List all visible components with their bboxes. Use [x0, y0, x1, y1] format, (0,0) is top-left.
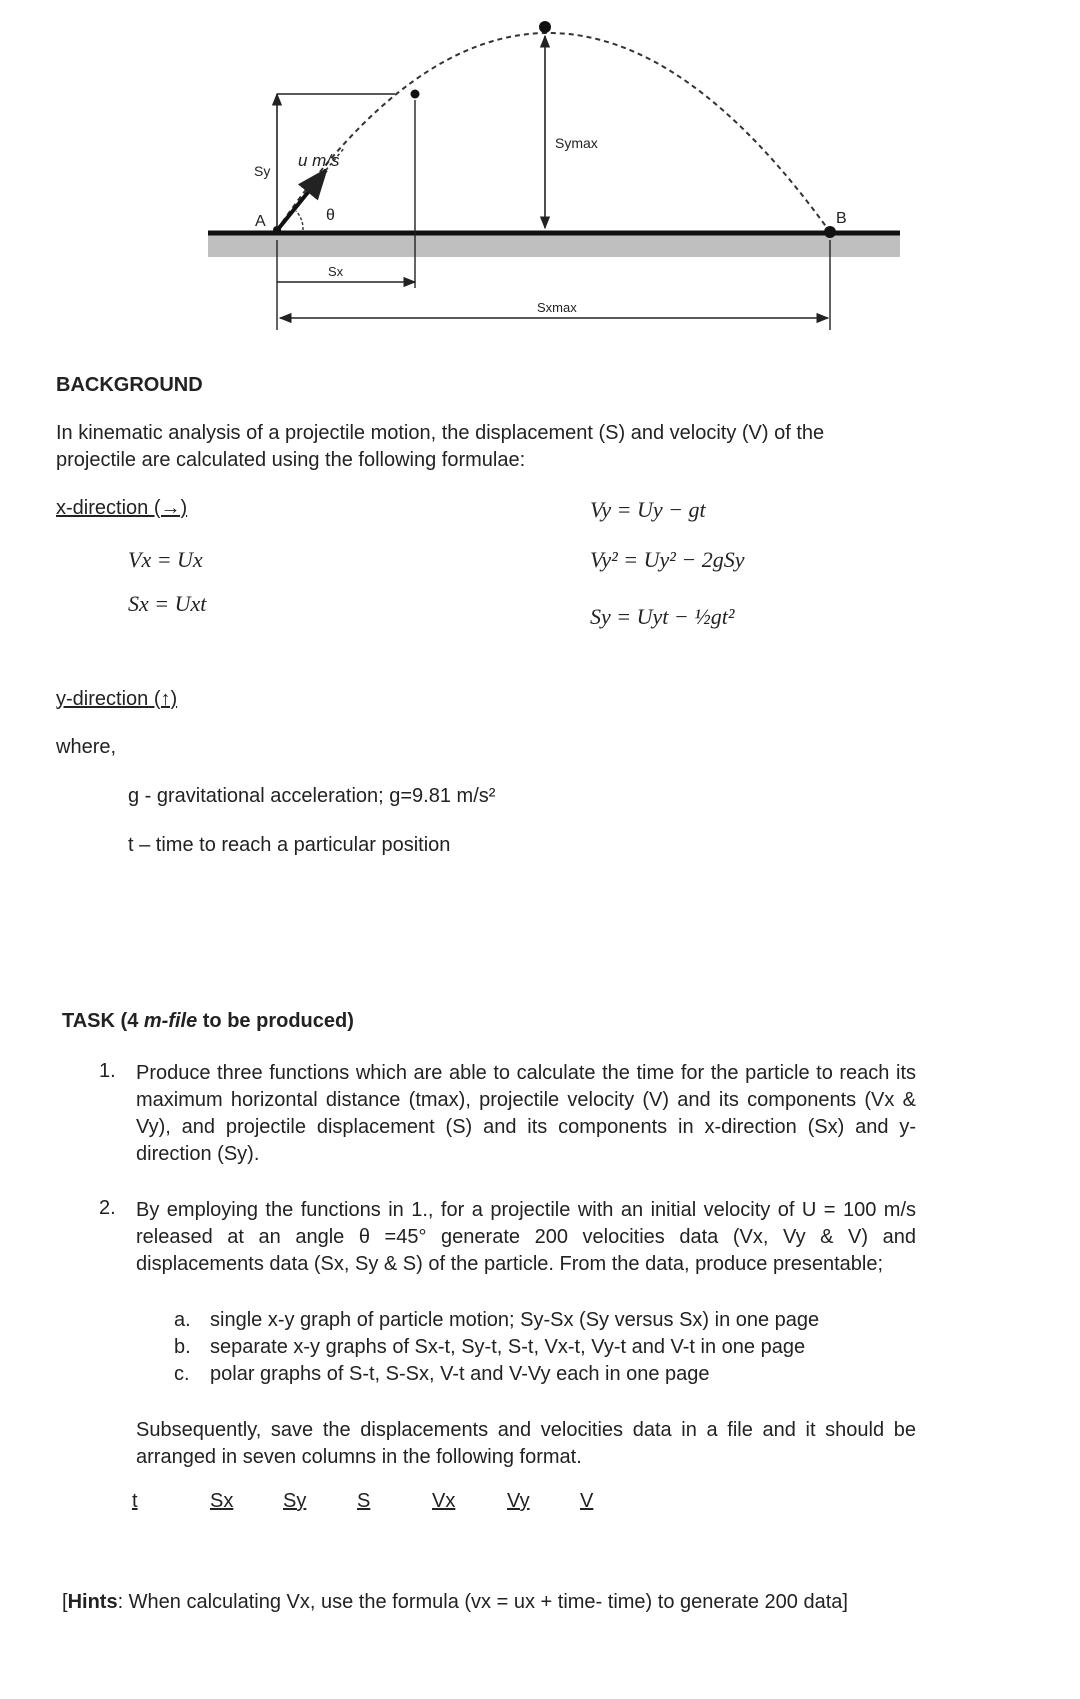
item-1-number: 1. — [99, 1060, 116, 1082]
eq-sy — [590, 604, 734, 630]
angle-arc — [296, 211, 303, 230]
task-heading-open: (4 — [120, 1010, 144, 1032]
column-vx: Vx — [432, 1490, 456, 1512]
label-b: B — [836, 210, 847, 227]
column-v: V — [580, 1490, 594, 1512]
column-sy: Sy — [283, 1490, 307, 1512]
mid-point — [411, 90, 420, 99]
g-definition: g - gravitational acceleration; g=9.81 m/s² — [128, 785, 496, 807]
eq-sx-text: Sx = Uxt — [128, 591, 207, 616]
where-label: where, — [56, 736, 117, 758]
intro-line-1: In kinematic analysis of a projectile motion, the displacement (S) and velocity (V) of the — [56, 422, 825, 444]
item-2-number: 2. — [99, 1197, 116, 1219]
trajectory-curve — [277, 33, 830, 232]
eq-vx-text: Vx = Ux — [128, 547, 203, 572]
column-vy: Vy — [507, 1490, 530, 1512]
eq-vx — [128, 547, 203, 573]
label-a: A — [255, 213, 266, 230]
item-2-text: By employing the functions in 1., for a projectile with an initial velocity of U = 100 m/s released at an angle θ =45° generate 200 velocities data (Vx, Vy & V) and displacements data (Sx, Sy & S) of the particle. From the data, produce presentable; — [136, 1199, 916, 1275]
projectile-diagram — [0, 0, 1080, 340]
column-s: S — [357, 1490, 371, 1512]
velocity-vector — [279, 170, 326, 228]
task-heading-mfile: m-file — [143, 1010, 198, 1032]
intro-line-2: projectile are calculated using the following formulae: — [56, 449, 526, 471]
ground-band — [208, 233, 900, 257]
eq-sy-text: Sy = Uyt − ½gt² — [590, 604, 735, 629]
sub-b-text: separate x-y graphs of Sx-t, Sy-t, S-t, Vx-t, Vy-t and V-t in one page — [210, 1336, 806, 1358]
hint-bold: Hints — [67, 1591, 118, 1613]
column-sx: Sx — [210, 1490, 234, 1512]
point-b — [824, 226, 836, 238]
sub-c-text: polar graphs of S-t, S-Sx, V-t and V-Vy each in one page — [210, 1363, 710, 1385]
y-direction-label: y-direction (↑) — [56, 688, 178, 710]
sub-a-text: single x-y graph of particle motion; Sy-Sx (Sy versus Sx) in one page — [210, 1309, 820, 1331]
label-symax: Symax — [555, 135, 598, 151]
sub-a-label: a. — [174, 1309, 191, 1331]
eq-vy2-text: Vy² = Uy² − 2gSy — [590, 547, 745, 572]
eq-sx — [128, 591, 206, 617]
hint-text: : When calculating Vx, use the formula (vx = ux + time- time) to generate 200 data] — [117, 1591, 848, 1613]
sub-b-label: b. — [174, 1336, 191, 1358]
task-heading — [62, 1010, 354, 1033]
column-t: t — [132, 1490, 138, 1512]
hint-open-bracket: [ — [62, 1591, 68, 1613]
label-theta: θ — [326, 207, 335, 224]
apex-point — [539, 21, 551, 33]
task-heading-rest: to be produced) — [197, 1010, 354, 1032]
task-heading-bold: TASK — [62, 1010, 115, 1032]
sub-c-label: c. — [174, 1363, 190, 1385]
subsequent-text: Subsequently, save the displacements and velocities data in a file and it should be arranged in seven columns in the following format. — [136, 1419, 916, 1468]
label-sxmax: Sxmax — [537, 300, 577, 315]
eq-vy-text: Vy = Uy − gt — [590, 497, 706, 522]
background-heading: BACKGROUND — [56, 374, 203, 396]
label-sy: Sy — [254, 163, 271, 179]
hint-line — [62, 1591, 848, 1614]
x-direction-label: x-direction (→) — [56, 497, 188, 519]
t-definition: t – time to reach a particular position — [128, 834, 451, 856]
item-1-text: Produce three functions which are able to calculate the time for the particle to reach its maximum horizontal distance (tmax), projectile velocity (V) and its components (Vx & Vy), and projectile displacement (S) and its components in x-direction (Sx) and y-direction (Sy). — [136, 1062, 916, 1165]
label-velocity: u m/s — [298, 151, 340, 170]
eq-vy2 — [590, 547, 744, 573]
label-sx: Sx — [328, 264, 344, 279]
eq-vy — [590, 497, 706, 523]
